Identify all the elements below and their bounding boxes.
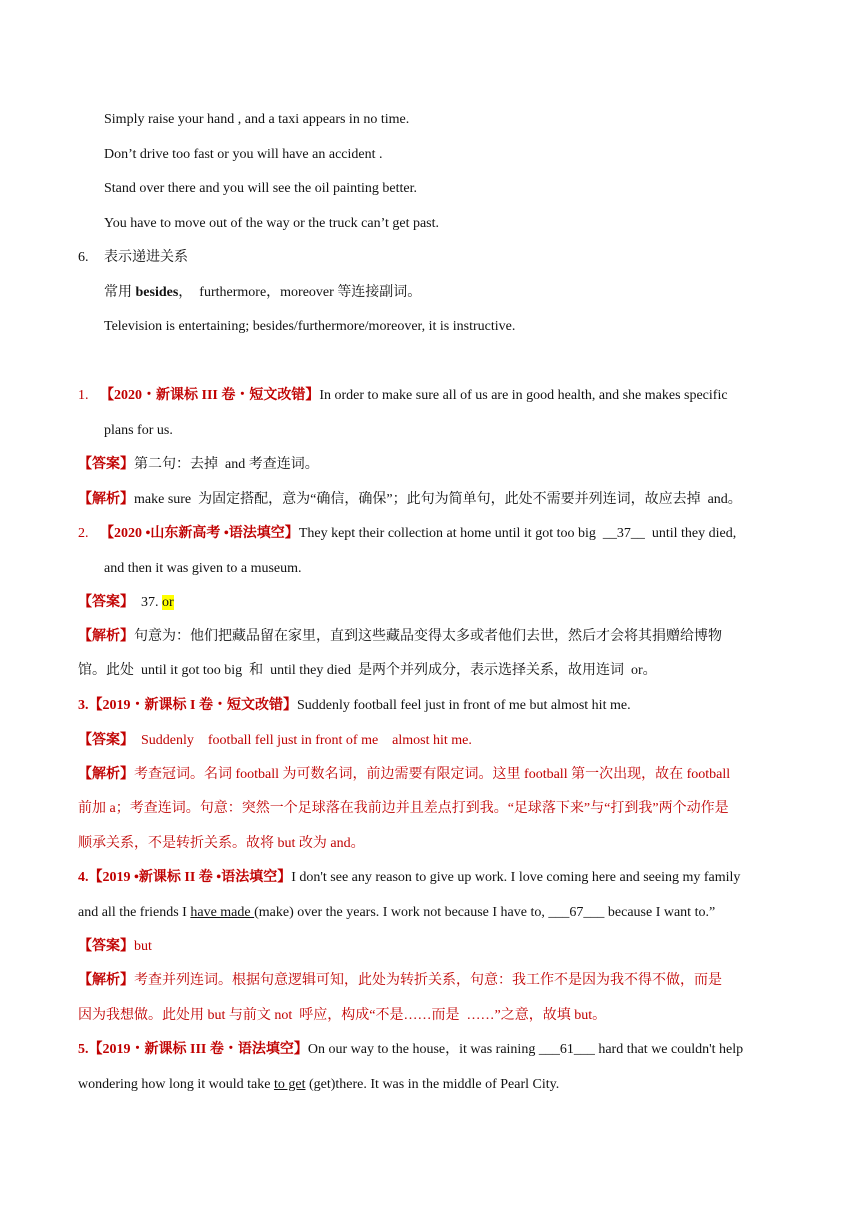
analysis-1 bbox=[78, 490, 742, 510]
keyword-furthermore: furthermore bbox=[199, 285, 267, 300]
question-text: and all the friends I bbox=[78, 905, 191, 920]
question-source: 【2019 •新课标 II 卷 •语法填空】 bbox=[88, 870, 292, 885]
answer-3 bbox=[78, 731, 472, 751]
answer-label: 【答案】 bbox=[78, 733, 134, 748]
question-number: 5. bbox=[78, 1042, 89, 1057]
answer-text: 第二句：去掉 and 考查连词。 bbox=[134, 457, 319, 472]
question-text: They kept their collection at home until it got too big bbox=[298, 526, 603, 541]
analysis-3 bbox=[78, 765, 730, 785]
question-source: 【2019・新课标 III 卷・语法填空】 bbox=[88, 1042, 308, 1057]
desc-text: 常用 bbox=[104, 285, 136, 300]
analysis-label: 【解析】 bbox=[78, 973, 134, 988]
question-text: wondering how long it would take bbox=[78, 1077, 274, 1092]
answer-text: but bbox=[134, 939, 152, 954]
question-number: 3. bbox=[78, 698, 89, 713]
section-number: 6. bbox=[78, 250, 89, 265]
answer-2 bbox=[78, 593, 174, 613]
blank-61: ___61___ bbox=[538, 1042, 595, 1057]
question-text: because I want to.” bbox=[604, 905, 716, 920]
answer-number: 37. bbox=[141, 595, 159, 610]
question-4 bbox=[78, 868, 740, 888]
answer-highlight: or bbox=[162, 595, 174, 610]
analysis-text: 顺承关系，不是转折关系。故将 but 改为 and。 bbox=[78, 836, 365, 851]
analysis-2 bbox=[78, 627, 722, 647]
example-sentence: You have to move out of the way or the truck can’t get past. bbox=[104, 216, 440, 231]
question-text: (get)there. It was in the middle of Pearl City. bbox=[305, 1077, 560, 1092]
analysis-text: 因为我想做。此处用 but 与前文 not 呼应，构成“不是……而是 ……”之意，故填 but。 bbox=[78, 1008, 607, 1023]
answer-label: 【答案】 bbox=[78, 595, 134, 610]
keyword-besides: besides bbox=[135, 285, 179, 300]
desc-sep: ， bbox=[266, 285, 281, 300]
question-3 bbox=[78, 696, 631, 716]
question-text: In order to make sure all of us are in good health, and she makes specific bbox=[319, 388, 728, 403]
underlined-answer: have made bbox=[190, 905, 255, 920]
question-source: 【2020 •山东新高考 •语法填空】 bbox=[100, 526, 299, 541]
question-number: 4. bbox=[78, 870, 89, 885]
section-description bbox=[104, 283, 421, 303]
desc-sep: ， bbox=[178, 285, 200, 300]
question-text: Suddenly football feel just in front of me but almost hit me. bbox=[296, 698, 631, 713]
blank-67: ___67___ bbox=[548, 905, 605, 920]
section-title: 表示递进关系 bbox=[104, 250, 188, 265]
question-source: 【2019・新课标 I 卷・短文改错】 bbox=[88, 698, 297, 713]
question-text: I don't see any reason to give up work. I love coming here and seeing my family bbox=[291, 870, 741, 885]
example-sentence: Simply raise your hand , and a taxi appears in no time. bbox=[104, 112, 410, 127]
example-sentence: Television is entertaining; besides/furthermore/moreover, it is instructive. bbox=[104, 319, 516, 334]
question-text: (make) over the years. I work not because I have to, bbox=[254, 905, 549, 920]
analysis-text: 馆。此处 until it got too big 和 until they died 是两个并列成分，表示选择关系，故用连词 or。 bbox=[78, 663, 657, 678]
question-text: On our way to the house，it was raining bbox=[307, 1042, 539, 1057]
question-text: hard that we couldn't help bbox=[594, 1042, 744, 1057]
example-sentence: Stand over there and you will see the oil painting better. bbox=[104, 181, 417, 196]
answer-label: 【答案】 bbox=[78, 939, 134, 954]
question-1 bbox=[100, 386, 728, 406]
analysis-label: 【解析】 bbox=[78, 492, 134, 507]
example-sentence: Don’t drive too fast or you will have an accident . bbox=[104, 147, 383, 162]
blank-37: __37__ bbox=[602, 526, 645, 541]
analysis-text: make sure 为固定搭配，意为“确信，确保”；此句为简单句，此处不需要并列连词，故应去掉 and。 bbox=[134, 492, 742, 507]
answer-label: 【答案】 bbox=[78, 457, 134, 472]
question-number: 2. bbox=[78, 526, 89, 541]
analysis-text: 前加 a；考查连词。句意：突然一个足球落在我前边并且差点打到我。“足球落下来”与“打到我”两个动作是 bbox=[78, 801, 729, 816]
analysis-label: 【解析】 bbox=[78, 767, 134, 782]
analysis-text: 考查冠词。名词 football 为可数名词，前边需要有限定词。这里 football 第一次出现，故在 football bbox=[134, 767, 731, 782]
analysis-label: 【解析】 bbox=[78, 629, 134, 644]
question-text: and then it was given to a museum. bbox=[104, 561, 302, 576]
keyword-moreover: moreover bbox=[280, 285, 334, 300]
question-source: 【2020・新课标 III 卷・短文改错】 bbox=[100, 388, 320, 403]
question-text: plans for us. bbox=[104, 423, 173, 438]
analysis-text: 考查并列连词。根据句意逻辑可知，此处为转折关系，句意：我工作不是因为我不得不做，而是 bbox=[134, 973, 722, 988]
answer-text: Suddenly football fell just in front of me almost hit me. bbox=[141, 733, 472, 748]
answer-1 bbox=[78, 455, 319, 475]
analysis-4 bbox=[78, 971, 722, 991]
analysis-text: 句意为：他们把藏品留在家里，直到这些藏品变得太多或者他们去世，然后才会将其捐赠给博物 bbox=[134, 629, 722, 644]
question-text bbox=[78, 1075, 559, 1095]
desc-text: 等连接副词。 bbox=[333, 285, 422, 300]
answer-4 bbox=[78, 937, 152, 957]
question-text: until they died, bbox=[644, 526, 737, 541]
underlined-answer: to get bbox=[273, 1077, 306, 1092]
question-text bbox=[78, 903, 715, 923]
question-2 bbox=[100, 524, 736, 544]
question-5 bbox=[78, 1040, 743, 1060]
question-number: 1. bbox=[78, 388, 89, 403]
